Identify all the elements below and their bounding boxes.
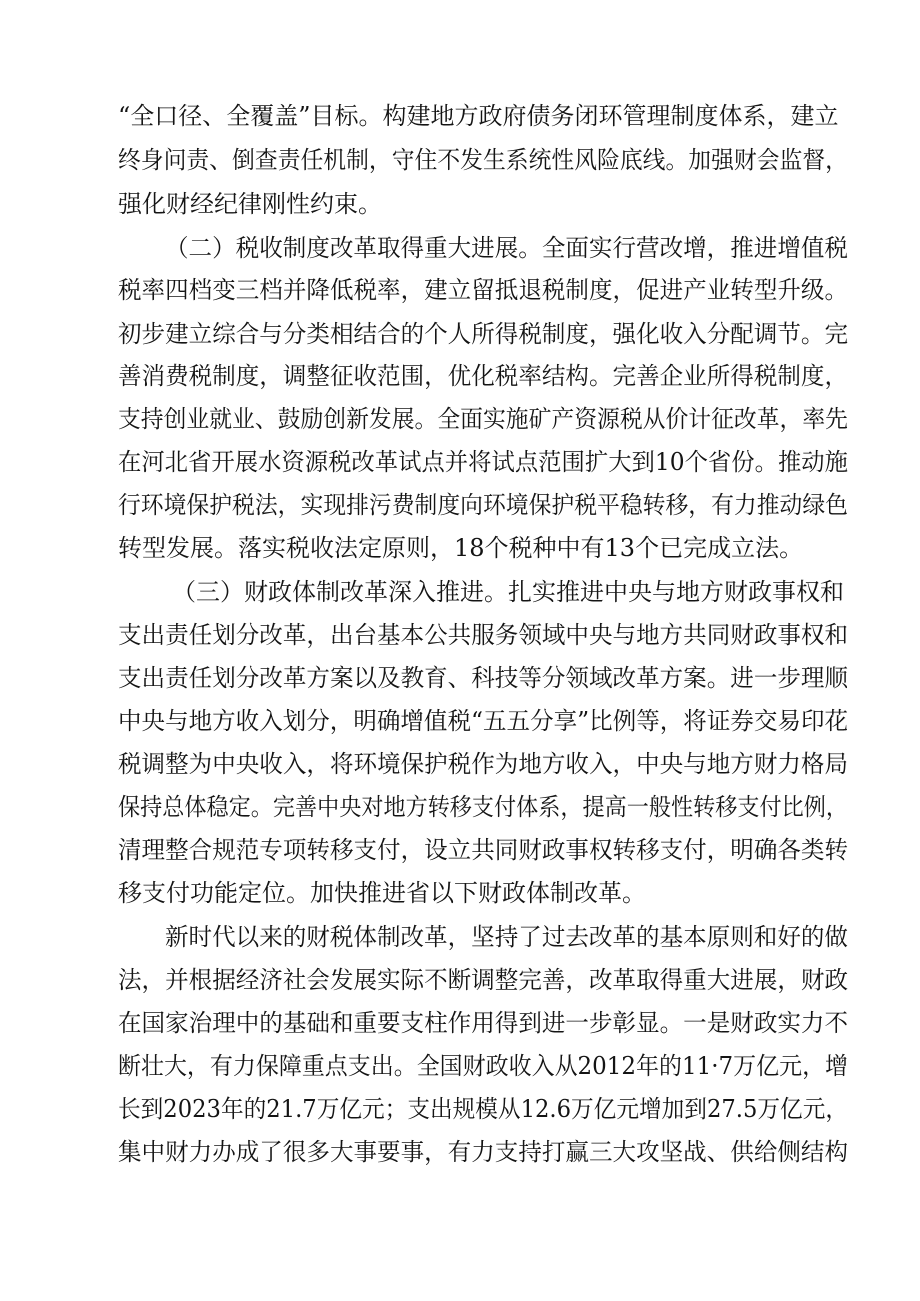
text-line-content: “全口径、全覆盖”目标。构建地方政府债务闭环管理制度体系，建立: [118, 102, 839, 130]
text-line-content: （三）财政体制改革深入推进。扎实推进中央与地方财政事权和: [172, 578, 844, 606]
text-line: [0, 358, 920, 394]
text-line: [0, 530, 920, 566]
text-line: [0, 789, 920, 825]
text-line-content: 在国家治理中的基础和重要支柱作用得到进一步彰显。一是财政实力不: [118, 1009, 849, 1037]
text-line-content: 税调整为中央收入，将环境保护税作为地方收入，中央与地方财力格局: [118, 750, 849, 778]
text-line: [0, 142, 920, 178]
text-line-content: 清理整合规范专项转移支付，设立共同财政事权转移支付，明确各类转: [118, 836, 849, 864]
text-line-content: 转型发展。落实税收法定原则，18个税种中有13个已完成立法。: [118, 534, 804, 562]
text-line: [0, 272, 920, 308]
text-line-content: 中央与地方收入划分，明确增值税“五五分享”比例等，将证券交易印花: [118, 707, 849, 735]
text-line: [0, 487, 920, 523]
text-line-content: 初步建立综合与分类相结合的个人所得税制度，强化收入分配调节。完: [118, 320, 849, 348]
text-line-content: 集中财力办成了很多大事要事，有力支持打赢三大攻坚战、供给侧结构: [118, 1138, 849, 1166]
text-line: [0, 746, 920, 782]
text-line-content: 新时代以来的财税体制改革，坚持了过去改革的基本原则和好的做: [165, 923, 848, 951]
text-line: [0, 401, 920, 437]
text-line: [0, 230, 920, 266]
text-line: [0, 316, 920, 352]
text-line-content: 行环境保护税法，实现排污费制度向环境保护税平稳转移，有力推动绿色: [118, 491, 848, 519]
text-line-content: 支出责任划分改革方案以及教育、科技等分领域改革方案。进一步理顺: [118, 664, 849, 692]
text-line-content: 税率四档变三档并降低税率，建立留抵退税制度，促进产业转型升级。: [118, 276, 849, 304]
text-line-content: 强化财经纪律刚性约束。: [118, 190, 382, 218]
text-line-content: 支持创业就业、鼓励创新发展。全面实施矿产资源税从价计征改革，率先: [118, 405, 848, 433]
text-line-content: （二）税收制度改革取得重大进展。全面实行营改增，推进增值税: [165, 234, 848, 262]
text-line-content: 断壮大，有力保障重点支出。全国财政收入从2012年的11·7万亿元，增: [118, 1052, 849, 1080]
text-line-content: 长到2023年的21.7万亿元；支出规模从12.6万亿元增加到27.5万亿元，: [118, 1095, 849, 1123]
text-line-content: 移支付功能定位。加快推进省以下财政体制改革。: [118, 879, 646, 907]
text-line: [0, 962, 920, 998]
text-line-content: 支出责任划分改革，出台基本公共服务领域中央与地方共同财政事权和: [118, 621, 849, 649]
text-line: [0, 919, 920, 955]
text-line: [0, 1005, 920, 1041]
text-line: [0, 1048, 920, 1084]
text-line: [0, 98, 920, 134]
text-line: [0, 1134, 920, 1170]
text-line: [0, 574, 920, 610]
text-line-content: 善消费税制度，调整征收范围，优化税率结构。完善企业所得税制度，: [118, 362, 849, 390]
text-line: [0, 186, 920, 222]
text-line-content: 在河北省开展水资源税改革试点并将试点范围扩大到10个省份。推动施: [118, 448, 848, 476]
text-line: [0, 617, 920, 653]
text-line: [0, 703, 920, 739]
text-line: [0, 444, 920, 480]
text-line: [0, 875, 920, 911]
text-line: [0, 1091, 920, 1127]
text-line: [0, 660, 920, 696]
text-line-content: 法，并根据经济社会发展实际不断调整完善，改革取得重大进展，财政: [118, 966, 849, 994]
text-line-content: 终身问责、倒查责任机制，守住不发生系统性风险底线。加强财会监督，: [118, 146, 848, 174]
text-line: [0, 832, 920, 868]
text-line-content: 保持总体稳定。完善中央对地方转移支付体系，提高一般性转移支付比例，: [118, 793, 848, 821]
